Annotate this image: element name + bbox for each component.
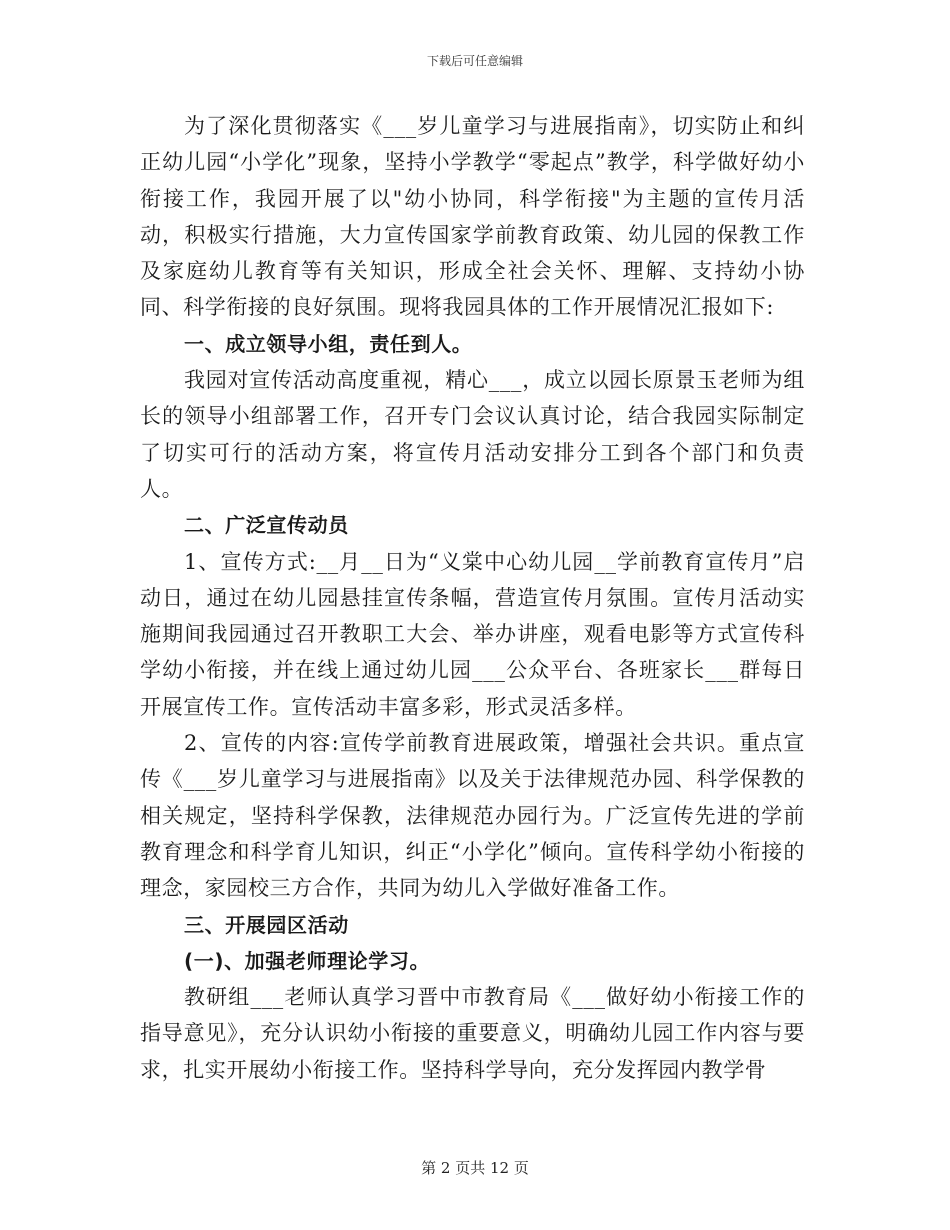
subsection-heading-1: (一)、加强老师理论学习。 xyxy=(184,948,431,973)
section-1-paragraph: 我园对宣传活动高度重视，精心___，成立以园长原景玉老师为组长的领导小组部署工作，召开专门会议认真讨论，结合我园实际制定了切实可行的活动方案，将宣传月活动安排分工到各个部门和负责人。 xyxy=(140,368,805,501)
page-number: 第 2 页共 12 页 xyxy=(421,1159,529,1177)
page-header: 下载后可任意编辑 xyxy=(426,54,523,68)
section-heading-1: 一、成立领导小组，责任到人。 xyxy=(184,331,473,356)
section-2-item-1: 1、宣传方式:__月__日为“义棠中心幼儿园__学前教育宣传月”启动日，通过在幼儿园悬挂宣传条幅，营造宣传月氛围。宣传月活动实施期间我园通过召开教职工大会、举办讲座，观看电影等方式宣传科学幼小衔接，并在线上通过幼儿园___公众平台、各班家长___群每日开展宣传工作。宣传活动丰富多彩，形式灵活多样。 xyxy=(140,549,805,719)
intro-paragraph: 为了深化贯彻落实《___岁儿童学习与进展指南》，切实防止和纠正幼儿园“小学化”现象，坚持小学教学“零起点”教学，科学做好幼小衔接工作，我园开展了以"幼小协同，科学衔接"为主题的宣传月活动，积极实行措施，大力宣传国家学前教育政策、幼儿园的保教工作及家庭幼儿教育等有关知识，形成全社会关怀、理解、支持幼小协同、科学衔接的良好氛围。现将我园具体的工作开展情况汇报如下: xyxy=(140,114,805,320)
document-body xyxy=(140,108,805,1088)
section-2-item-2: 2、宣传的内容:宣传学前教育进展政策，增强社会共识。重点宣传《___岁儿童学习与进展指南》以及关于法律规范办园、科学保教的相关规定，坚持科学保教，法律规范办园行为。广泛宣传先进的学前教育理念和科学育儿知识，纠正“小学化”倾向。宣传科学幼小衔接的理念，家园校三方合作，共同为幼儿入学做好准备工作。 xyxy=(140,731,805,901)
subsection-1-paragraph: 教研组___老师认真学习晋中市教育局《___做好幼小衔接工作的指导意见》，充分认识幼小衔接的重要意义，明确幼儿园工作内容与要求，扎实开展幼小衔接工作。坚持科学导向，充分发挥园内教学骨 xyxy=(140,985,805,1082)
section-heading-3: 三、开展园区活动 xyxy=(184,912,349,937)
section-heading-2: 二、广泛宣传动员 xyxy=(184,513,349,538)
